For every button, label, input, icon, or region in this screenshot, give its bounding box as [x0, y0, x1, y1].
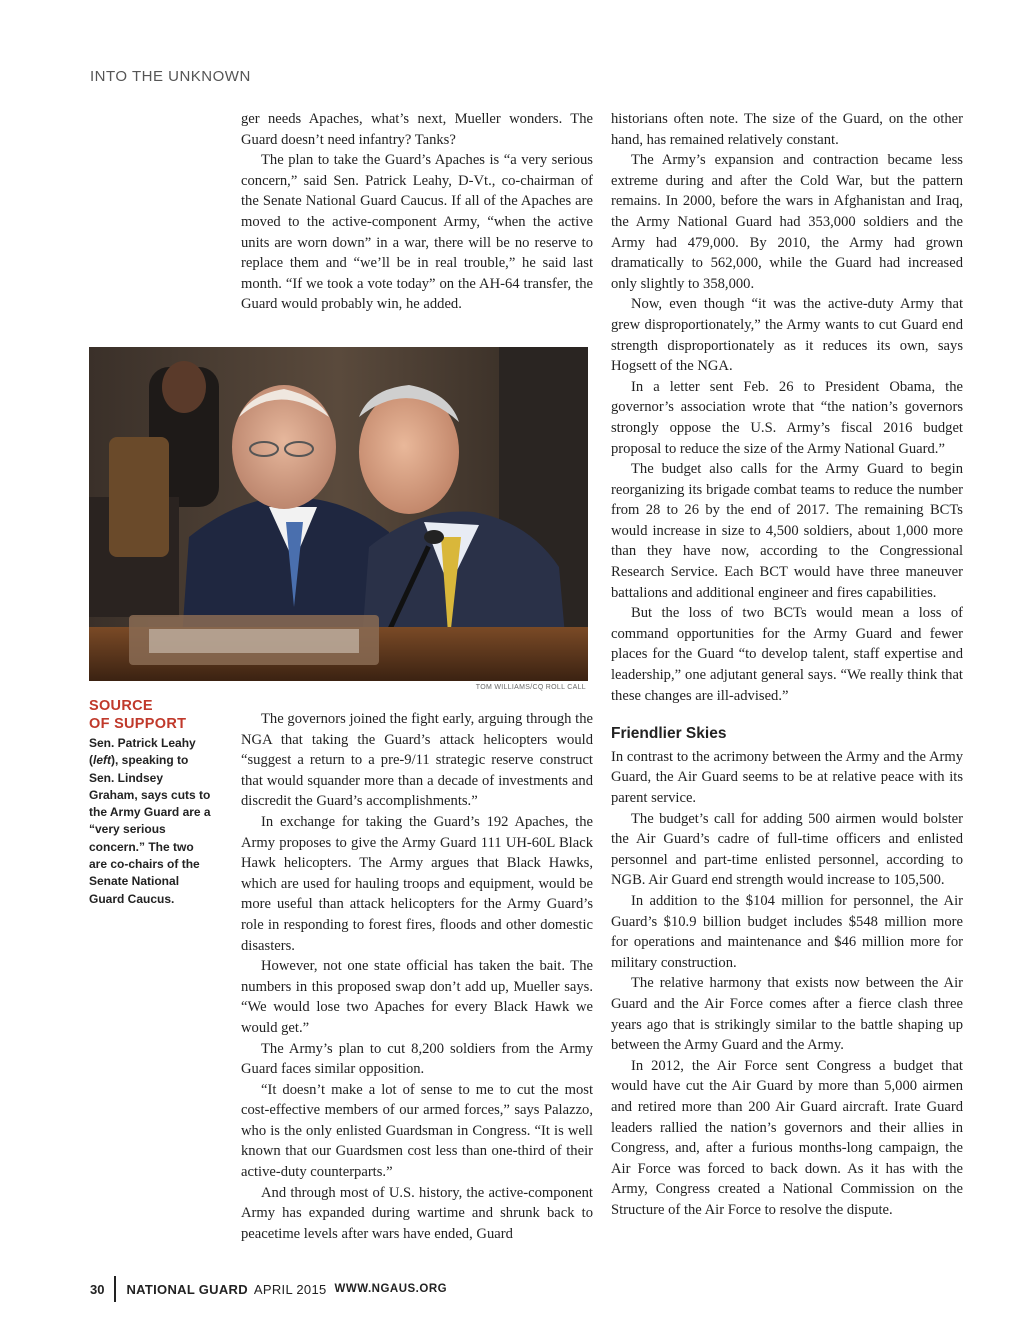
caption-text: Sen. Patrick Leahy (: [89, 736, 196, 768]
caption-heading: [89, 697, 219, 733]
paragraph: The governors joined the fight early, arguing through the NGA that taking the Guard’s attack helicopters would “suggest a return to a pre-9/11 strategic reserve construct that would squander more than a decade of investments and discredit the Guard’s accomplishments.”: [241, 711, 593, 810]
paragraph: In a letter sent Feb. 26 to President Obama, the governor’s association wrote that “the nation’s governors strongly oppose the U.S. Army’s fiscal 2016 budget proposal to reduce the size of the Army National Guard.”: [611, 378, 963, 457]
paragraph: ger needs Apaches, what’s next, Mueller wonders. The Guard doesn’t need infantry? Tanks?: [241, 111, 593, 148]
paragraph: historians often note. The size of the Guard, on the other hand, has remained relatively constant.: [611, 111, 963, 148]
paragraph: The Army’s plan to cut 8,200 soldiers from the Army Guard faces similar opposition.: [241, 1040, 593, 1078]
paragraph: “It doesn’t make a lot of sense to me to cut the most cost-effective members of our armed forces,” says Palazzo, who is the only enlisted Guardsman in Congress. “It is well known that our Guardsmen cost less than one-third of their active-duty counterparts.”: [241, 1081, 593, 1181]
issue-date: APRIL 2015: [253, 1281, 327, 1297]
running-head: INTO THE UNKNOWN: [90, 68, 251, 85]
paragraph: And through most of U.S. history, the active-component Army has expanded during wartime and shrunk back to peacetime levels after wars have ended, Guard: [241, 1184, 593, 1242]
article-column-middle-bottom: [241, 709, 593, 1244]
paragraph: In addition to the $104 million for personnel, the Air Guard’s $10.9 billion budget includes $548 million more for operations and maintenance and $46 million more for military construction.: [611, 892, 963, 971]
paragraph: Now, even though “it was the active-duty Army that grew disproportionately,” the Army wants to cut Guard end strength disproportionately as it reduces its own, says Hogsett of the NGA.: [611, 296, 963, 375]
paragraph: The budget also calls for the Army Guard to begin reorganizing its brigade combat teams to reduce the number from 28 to 26 by the end of 2017. The remaining BCTs would increase in size to 4,500 soldiers, about 1,000 more than they have now, according to the Congressional Research Service. Each BCT would have three maneuver battalions and additional engineer and fires capabilities.: [611, 461, 963, 601]
article-column-right: [611, 109, 963, 1220]
paragraph: The Army’s expansion and contraction became less extreme during and after the Cold War, but the pattern remains. In 2000, before the wars in Afghanistan and Iraq, the Army National Guard had 353,000 soldiers and the Army had 479,000. By 2010, the Army had grown dramatically to 562,000, while the Guard had increased only slightly to 358,000.: [611, 152, 963, 292]
caption-heading-line: OF SUPPORT: [89, 716, 187, 732]
website-link[interactable]: WWW.NGAUS.ORG: [334, 1283, 448, 1295]
paragraph: The relative harmony that exists now between the Air Guard and the Air Force comes after a fierce clash three years ago that is strikingly similar to the battle shaping up between the Army Guard and the Army.: [611, 975, 963, 1054]
photo-credit: TOM WILLIAMS/CQ ROLL CALL: [475, 684, 586, 691]
caption-heading-line: SOURCE: [89, 698, 153, 714]
page-footer: [90, 1276, 447, 1302]
caption-text: ), speaking to Sen. Lindsey Graham, says cuts to the Army Guard are a “very serious concern.” The two are co-chairs of the Senate National Guard Caucus.: [89, 753, 211, 906]
paragraph: In contrast to the acrimony between the Army and the Army Guard, the Air Guard seems to be at relative peace with its parent service.: [611, 748, 963, 806]
publication-name: NATIONAL GUARD: [126, 1281, 248, 1297]
caption-text-italic: left: [93, 753, 111, 768]
article-column-middle-top: [241, 109, 593, 315]
paragraph: In exchange for taking the Guard’s 192 Apaches, the Army proposes to give the Army Guard 111 UH-60L Black Hawk helicopters. The Army argues that Black Hawks, which are used for hauling troops and equipment, would be more useful than attack helicopters for the Army Guard’s role in responding to forest fires, floods and other domestic disasters.: [241, 813, 593, 954]
paragraph: But the loss of two BCTs would mean a loss of command opportunities for the Army Guard and fewer places for the Guard “to develop talent, staff expertise and leadership,” one adjutant general says. “We really think that these changes are ill-advised.”: [611, 605, 963, 704]
photo-illustration: [89, 347, 588, 681]
caption-body: [89, 735, 211, 908]
paragraph: The budget’s call for adding 500 airmen would bolster the Air Guard’s cadre of full-time officers and enlisted personnel and part-time enlisted personnel, according to NGB. Air Guard end strength would increase to 105,500.: [611, 810, 963, 889]
footer-divider: [114, 1276, 116, 1302]
senators-photo: [89, 347, 588, 681]
paragraph: In 2012, the Air Force sent Congress a budget that would have cut the Air Guard by more than 5,000 airmen and retired more than 200 Air Guard aircraft. Irate Guard leaders rallied the nation’s governors and their allies in Congress, and, after a furious months-long campaign, the Air Force was forced to back down. As it has with the Army, Congress created a National Commission on the Structure of the Air Force to resolve the dispute.: [611, 1057, 963, 1218]
paragraph: However, not one state official has taken the bait. The numbers in this proposed swap don’t add up, Mueller says. “We would lose two Apaches for every Black Hawk we would get.”: [241, 958, 593, 1036]
section-subhead: Friendlier Skies: [611, 725, 727, 743]
paragraph: The plan to take the Guard’s Apaches is “a very serious concern,” said Sen. Patrick Leahy, D-Vt., co-chairman of the Senate National Guard Caucus. If all of the Apaches are moved to the active-component Army, “when the active units are worn down” in a war, there will be no reserve to replace them and “we’ll be in real trouble,” he said last month. “If we took a vote today” on the AH-64 transfer, the Guard would probably win, he added.: [241, 152, 593, 313]
page-number: 30: [90, 1281, 105, 1297]
